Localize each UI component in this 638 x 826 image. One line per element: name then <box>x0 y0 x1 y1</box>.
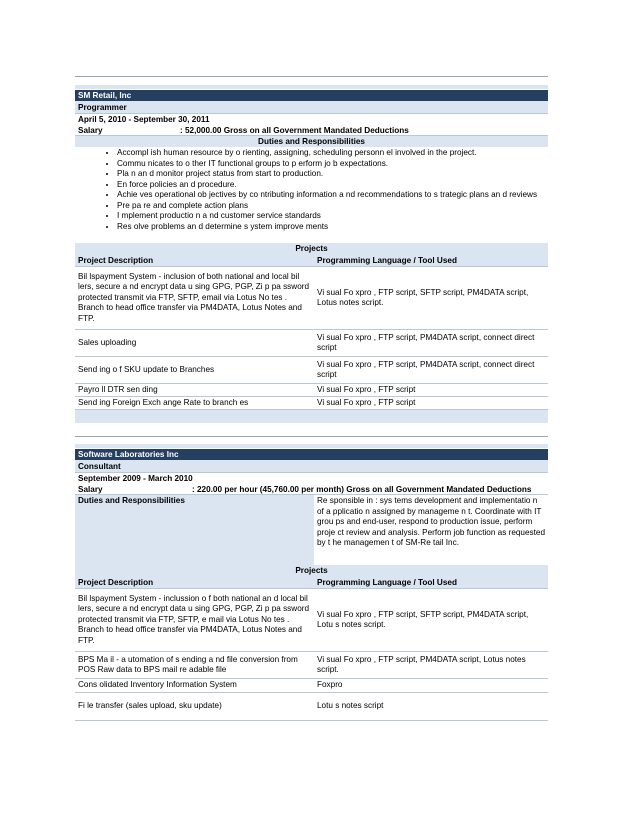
job1-col-header-row <box>75 254 548 267</box>
table-row <box>75 267 548 330</box>
job1-table <box>75 90 548 423</box>
job2-salary-value: : 220.00 per hour (45,760.00 per month) Gross on all Government Mandated Deductions <box>192 485 532 494</box>
job2-dates-row <box>75 473 548 484</box>
job1-company: SM Retail, Inc <box>78 91 132 100</box>
job2-projects-header: Projects <box>295 566 328 575</box>
job2-position-row <box>75 460 548 473</box>
table-row <box>75 384 548 397</box>
duty-item: • I mplement productio n a nd customer service standards <box>117 211 537 222</box>
job1-spacer-row <box>75 410 548 423</box>
duty-item: • Commu nicates to o ther IT functional groups to p erform jo b expectations. <box>117 159 537 170</box>
duty-item: • Res olve problems an d determine s ystem improve ments <box>117 222 537 233</box>
job2-projects-header-row <box>75 565 548 576</box>
project-tool: Vi sual Fo xpro , FTP script, PM4DATA script, connect direct script <box>317 359 535 379</box>
top-strip <box>75 85 548 89</box>
project-desc: Fi le transfer (sales upload, sku update) <box>78 701 222 711</box>
project-tool: Vi sual Fo xpro , FTP script, SFTP script, PM4DATA script, Lotus notes script. <box>317 287 529 307</box>
job2-position: Consultant <box>78 462 121 471</box>
job2-dates: September 2009 - March 2010 <box>78 474 193 483</box>
top-rule <box>75 76 548 77</box>
project-tool: Vi sual Fo xpro , FTP script, SFTP script, PM4DATA script, Lotu s notes script. <box>317 609 529 629</box>
job1-position-row <box>75 101 548 114</box>
project-tool: Vi sual Fo xpro , FTP script <box>317 384 416 394</box>
job1-col1-header: Project Description <box>78 256 154 265</box>
job2-col2-header: Programming Language / Tool Used <box>317 578 457 587</box>
duty-item: • Pre pa re and complete action plans <box>117 201 537 212</box>
job1-company-row <box>75 90 548 101</box>
job1-duties-header: Duties and Responsibilities <box>258 137 365 146</box>
project-desc: Payro ll DTR sen ding <box>78 384 158 394</box>
project-desc: Sales uploading <box>78 337 137 347</box>
job1-projects-header: Projects <box>295 244 328 253</box>
table-row <box>75 397 548 410</box>
project-desc: BPS Ma il - a utomation of s ending a nd file conversion from POS Raw data to BPS mail re adable file <box>78 654 298 674</box>
table-row <box>75 330 548 357</box>
project-tool: Lotu s notes script <box>317 701 384 711</box>
table-row <box>75 652 548 679</box>
duty-item: • Pla n an d monitor project status from start to production. <box>117 169 537 180</box>
project-tool: Vi sual Fo xpro , FTP script <box>317 397 416 407</box>
job2-col-header-row <box>75 576 548 589</box>
job2-duties-row <box>75 495 548 565</box>
project-desc: Bil lspayment System - inclussion o f both national an d local bil lers, secure a nd encrypt data u sing GPG, PGP, Zi p pa ssword protected transmit via FTP, SFTP, e mail via Lotus No tes . Branch to head office transfer via PM4DATA, Lotus Notes and FTP. <box>78 593 310 645</box>
job2-table <box>75 449 548 721</box>
job1-position: Programmer <box>78 103 127 112</box>
job2-duties-text: Re sponsible in : sys tems development and implementatio n of a pplicatio n assigned by manageme n t. Coordinate with IT grou ps and end-user, respond to production issue, perform proje ct review and analysis. Perform job function as requested by t he managemen t of SM-Re tail Inc. <box>317 496 546 547</box>
project-desc: Bil lspayment System - inclusion of both national and local bil lers, secure a nd encrypt data u sing GPG, PGP, Zi p pa ssword protected transmit via FTP, SFTP, email via Lotus No tes . Branch to head office transfer via PM4DATA, Lotus Notes and FTP. <box>78 271 310 323</box>
job1-col2-header: Programming Language / Tool Used <box>317 256 457 265</box>
job1-projects-header-row <box>75 243 548 254</box>
section-strip <box>75 444 548 448</box>
job1-salary-row <box>75 125 548 136</box>
job2-col1-header: Project Description <box>78 578 154 587</box>
job1-duties-header-row <box>75 136 548 147</box>
project-desc: Send ing Foreign Exch ange Rate to branch es <box>78 397 249 407</box>
job2-duties-label: Duties and Responsibilities <box>75 495 314 565</box>
project-desc: Cons olidated Inventory Information System <box>78 680 237 690</box>
table-row <box>75 693 548 721</box>
project-tool: Foxpro <box>317 680 343 690</box>
job1-salary-label: Salary <box>78 126 103 135</box>
job2-salary-label: Salary <box>78 485 103 494</box>
project-tool: Vi sual Fo xpro , FTP script, PM4DATA script, connect direct script <box>317 332 535 352</box>
table-row <box>75 679 548 693</box>
job1-dates: April 5, 2010 - September 30, 2011 <box>78 115 210 124</box>
project-desc: Send ing o f SKU update to Branches <box>78 364 215 374</box>
job2-company: Software Laboratories Inc <box>78 450 179 459</box>
job1-duties-list <box>75 147 548 243</box>
project-tool: Vi sual Fo xpro , FTP script, PM4DATA script, Lotus notes script. <box>317 654 526 674</box>
table-row <box>75 357 548 384</box>
table-row <box>75 589 548 652</box>
duty-item: • Accompl ish human resource by o rienting, assigning, scheduling personn el involved in the project. <box>117 148 537 159</box>
duty-item: • Achie ves operational ob jectives by co ntributing information a nd recommendations to s trategic plans an d reviews <box>117 190 537 201</box>
section-rule <box>75 436 548 437</box>
job1-salary-value: : 52,000.00 Gross on all Government Mandated Deductions <box>180 126 409 135</box>
duty-item: • En force policies an d procedure. <box>117 180 537 191</box>
job2-salary-row <box>75 484 548 495</box>
job1-dates-row <box>75 114 548 125</box>
job2-company-row <box>75 449 548 460</box>
